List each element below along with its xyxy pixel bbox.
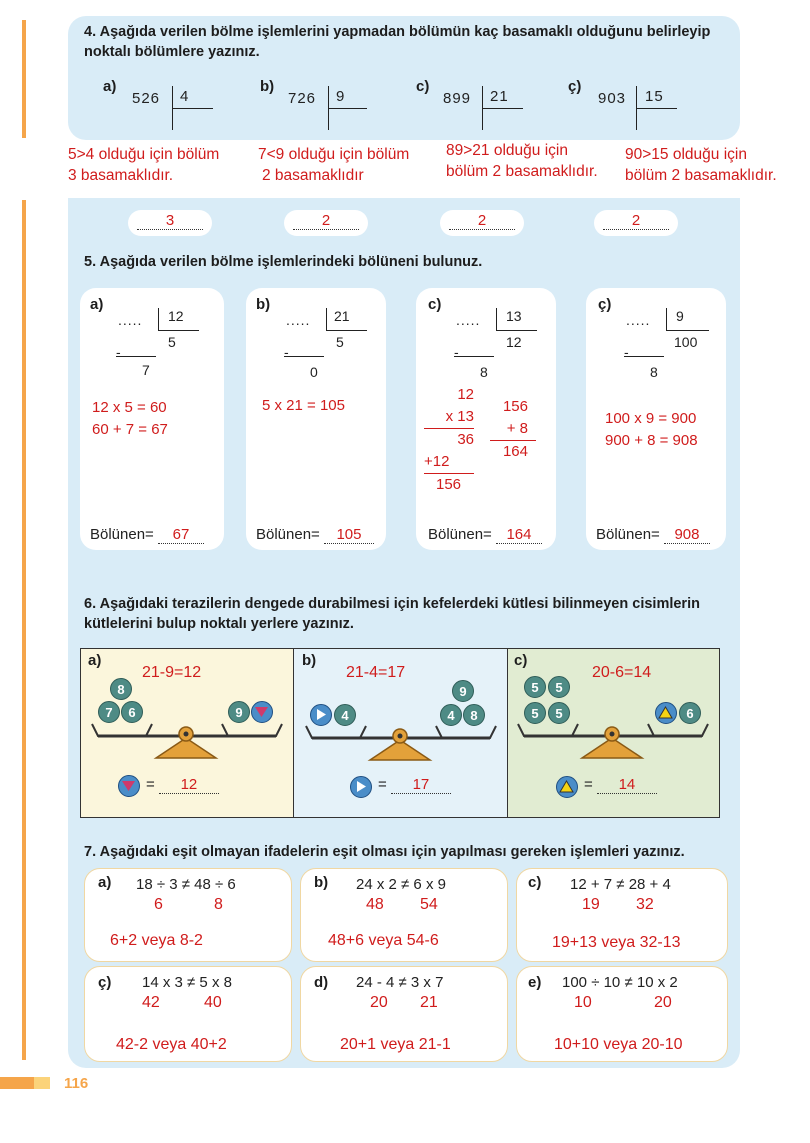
- q7-expr-a: 18 ÷ 3 ≠ 48 ÷ 6: [136, 876, 236, 893]
- q5-work-a: [92, 397, 168, 441]
- q4-note-a-line1: 5>4 olduğu için bölüm: [68, 146, 220, 163]
- q6-a-ball-9: 9: [228, 701, 250, 723]
- q5-work-b-line1: 5 x 21 = 105: [262, 397, 345, 414]
- q6-c-ball-6: 6: [679, 702, 701, 724]
- q6-label-c: c): [514, 652, 528, 669]
- q7-expr-d: 24 - 4 ≠ 3 x 7: [356, 974, 444, 991]
- q4-divisor-cc: 15: [645, 88, 664, 105]
- q6-c-ball-5b: 5: [548, 676, 570, 698]
- q4-answer-pill-cc[interactable]: [594, 210, 678, 236]
- q5-work-c-mult-1: 12: [457, 386, 474, 403]
- q7-left-c: 19: [582, 896, 600, 913]
- q5-work-b: [262, 395, 345, 417]
- q7-expr-c: 12 + 7 ≠ 28 + 4: [570, 876, 671, 893]
- q7-answer-c: 19+13 veya 32-13: [552, 934, 681, 951]
- q7-expr-e: 100 ÷ 10 ≠ 10 x 2: [562, 974, 678, 991]
- q5-divisor-a: 12: [168, 308, 184, 324]
- q7-label-a: a): [98, 874, 112, 891]
- q4-note-b-line1: 7<9 olduğu için bölüm: [258, 146, 410, 163]
- q5-quotient-b: 5: [336, 334, 344, 350]
- q5-remainder-c: 8: [480, 364, 488, 380]
- q6-work-b: 21-4=17: [346, 664, 406, 681]
- q7-left-e: 10: [574, 994, 592, 1011]
- q7-label-d: d): [314, 974, 329, 991]
- q5-minus-a: -: [116, 344, 121, 360]
- up-triangle-icon: [557, 777, 576, 796]
- q6-b-answer-row: [378, 776, 451, 794]
- q6-question: [84, 594, 734, 634]
- q4-dividend-cc: 903: [598, 90, 627, 107]
- q6-work-c: 20-6=14: [592, 664, 652, 681]
- right-triangle-icon: [351, 777, 370, 796]
- q4-answer-b: 2: [293, 212, 359, 230]
- q4-note-c-line2: bölüm 2 basamaklıdır.: [446, 163, 598, 180]
- q5-result-label-c: Bölünen=: [428, 526, 492, 543]
- q4-note-c: [446, 140, 598, 182]
- q7-left-a: 6: [154, 896, 163, 913]
- q4-divisor-a: 4: [180, 88, 190, 105]
- q4-note-c-line1: 89>21 olduğu için: [446, 142, 568, 159]
- q6-b-answer-shape: [350, 776, 372, 798]
- q4-divisor-b: 9: [336, 88, 346, 105]
- q6-a-ball-7: 7: [98, 701, 120, 723]
- q4-answer-pill-b[interactable]: [284, 210, 368, 236]
- q5-blank-cc: .....: [626, 312, 651, 328]
- q5-answer-b: 105: [324, 526, 374, 544]
- q6-a-answer-row: [146, 776, 219, 794]
- q5-subtract-line-b: [284, 356, 324, 357]
- q5-work-c-add-2: + 8: [490, 418, 536, 441]
- q4-note-cc-line1: 90>15 olduğu için: [625, 146, 747, 163]
- q6-text: Aşağıdaki terazilerin dengede durabilmesi için kefelerdeki kütlesi bilinmeyen cisimlerin kütlelerini bulup noktalı yerlere yazınız.: [84, 596, 700, 632]
- q5-blank-c: .....: [456, 312, 481, 328]
- q5-text: Aşağıda verilen bölme işlemlerindeki bölüneni bulunuz.: [99, 254, 483, 270]
- q7-expr-b: 24 x 2 ≠ 6 x 9: [356, 876, 446, 893]
- q5-quotient-cc: 100: [674, 334, 698, 350]
- q4-division-bar-b: [328, 86, 367, 109]
- q7-left-b: 48: [366, 896, 384, 913]
- q5-divisor-b: 21: [334, 308, 350, 324]
- q4-answer-a: 3: [137, 212, 203, 230]
- q5-answer-c: 164: [496, 526, 542, 544]
- q4-dividend-b: 726: [288, 90, 317, 107]
- q7-label-c: c): [528, 874, 542, 891]
- q7-label-cc: ç): [98, 974, 112, 991]
- q6-answer-c: 14: [597, 776, 657, 794]
- q5-blank-a: .....: [118, 312, 143, 328]
- margin-mark: [22, 20, 26, 138]
- q6-label-a: a): [88, 652, 102, 669]
- q6-b-ball-4b: 4: [440, 704, 462, 726]
- page-number: 116: [64, 1075, 89, 1092]
- q7-right-d: 21: [420, 994, 438, 1011]
- q4-question: [84, 22, 734, 62]
- q4-label-b: b): [260, 78, 275, 95]
- q6-b-balance-scale: [302, 720, 502, 780]
- q4-note-cc-line2: bölüm 2 basamaklıdır.: [625, 167, 777, 184]
- q4-division-tail-c: [482, 108, 483, 130]
- q4-label-c: c): [416, 78, 430, 95]
- q5-answer-a: 67: [158, 526, 204, 544]
- q5-result-label-a: Bölünen=: [90, 526, 154, 543]
- down-triangle-icon: [119, 776, 138, 795]
- q5-work-c-mult-4: +12: [424, 451, 474, 474]
- q5-work-c-mult-3: 36: [457, 431, 474, 448]
- q7-label-b: b): [314, 874, 329, 891]
- q6-label-b: b): [302, 652, 317, 669]
- q5-work-cc-line1: 100 x 9 = 900: [605, 410, 697, 427]
- q5-label-cc: ç): [598, 296, 612, 313]
- q5-label-b: b): [256, 296, 271, 313]
- q7-right-a: 8: [214, 896, 223, 913]
- q5-result-b: [256, 526, 374, 544]
- q5-remainder-cc: 8: [650, 364, 658, 380]
- q5-work-c-mult-5: 156: [436, 476, 462, 493]
- q5-number: 5.: [84, 254, 97, 270]
- q7-expr-cc: 14 x 3 ≠ 5 x 8: [142, 974, 232, 991]
- q6-c-answer-shape: [556, 776, 578, 798]
- q5-blank-b: .....: [286, 312, 311, 328]
- q6-c-eq: =: [584, 776, 593, 793]
- q5-work-cc: [605, 408, 698, 452]
- q5-answer-cc: 908: [664, 526, 710, 544]
- q5-work-c-add-1: 156: [502, 398, 528, 415]
- q7-right-c: 32: [636, 896, 654, 913]
- q7-left-d: 20: [370, 994, 388, 1011]
- q5-remainder-a: 7: [142, 362, 150, 378]
- q7-answer-a: 6+2 veya 8-2: [110, 932, 203, 949]
- q5-work-c-add: [490, 396, 536, 463]
- q5-quotient-c: 12: [506, 334, 522, 350]
- footer-bar: [0, 1077, 34, 1089]
- q5-label-c: c): [428, 296, 442, 313]
- q5-work-c-mult: [424, 384, 474, 496]
- q4-answer-c: 2: [449, 212, 515, 230]
- q5-subtract-line-cc: [624, 356, 664, 357]
- margin-mark: [22, 200, 26, 1060]
- footer-bar-light: [34, 1077, 50, 1089]
- q4-note-a-line2: 3 basamaklıdır.: [68, 167, 174, 184]
- q5-result-c: [428, 526, 542, 544]
- q5-subtract-line-c: [454, 356, 494, 357]
- q6-a-answer-shape: [118, 775, 140, 797]
- q5-work-a-line1: 12 x 5 = 60: [92, 399, 167, 416]
- q4-division-tail-cc: [636, 108, 637, 130]
- q7-question: [84, 842, 685, 862]
- q7-answer-b: 48+6 veya 54-6: [328, 932, 439, 949]
- q7-text: Aşağıdaki eşit olmayan ifadelerin eşit olması için yapılması gereken işlemleri yazınız.: [99, 844, 685, 860]
- q6-c-ball-5d: 5: [548, 702, 570, 724]
- q6-answer-a: 12: [159, 776, 219, 794]
- q5-division-bar-cc: [666, 308, 709, 331]
- q5-divisor-c: 13: [506, 308, 522, 324]
- q4-answer-pill-a[interactable]: [128, 210, 212, 236]
- q5-minus-c: -: [454, 344, 459, 360]
- q4-label-a: a): [103, 78, 117, 95]
- q7-right-e: 20: [654, 994, 672, 1011]
- q5-work-cc-line2: 900 + 8 = 908: [605, 432, 698, 449]
- q4-note-b-line2: 2 basamaklıdır: [262, 167, 364, 184]
- q6-number: 6.: [84, 596, 97, 612]
- q4-divisor-c: 21: [490, 88, 509, 105]
- q5-work-c-add-3: 164: [502, 443, 528, 460]
- q4-division-tail-b: [328, 108, 329, 130]
- q7-number: 7.: [84, 844, 97, 860]
- q5-result-cc: [596, 526, 710, 544]
- q5-remainder-b: 0: [310, 364, 318, 380]
- q5-label-a: a): [90, 296, 104, 313]
- q5-work-a-line2: 60 + 7 = 67: [92, 421, 168, 438]
- q6-a-eq: =: [146, 776, 155, 793]
- q5-result-label-cc: Bölünen=: [596, 526, 660, 543]
- q4-answer-cc: 2: [603, 212, 669, 230]
- q6-c-balance-scale: [514, 718, 714, 778]
- q7-label-e: e): [528, 974, 542, 991]
- q4-dividend-c: 899: [443, 90, 472, 107]
- q6-c-answer-row: [584, 776, 657, 794]
- q4-label-cc: ç): [568, 78, 582, 95]
- q6-c-ball-5a: 5: [524, 676, 546, 698]
- q4-answer-pill-c[interactable]: [440, 210, 524, 236]
- q4-dividend-a: 526: [132, 90, 161, 107]
- q6-answer-b: 17: [391, 776, 451, 794]
- q6-b-ball-4: 4: [334, 704, 356, 726]
- q6-a-ball-8: 8: [110, 678, 132, 700]
- q7-answer-cc: 42-2 veya 40+2: [116, 1036, 227, 1053]
- q4-division-bar-a: [172, 86, 213, 109]
- q4-note-b: [258, 144, 409, 186]
- q5-divisor-cc: 9: [676, 308, 684, 324]
- q4-note-cc: [625, 144, 777, 186]
- q5-question: [84, 252, 482, 272]
- q4-division-tail-a: [172, 108, 173, 130]
- q6-b-ball-8: 8: [463, 704, 485, 726]
- q6-work-a: 21-9=12: [142, 664, 202, 681]
- q6-a-ball-6: 6: [121, 701, 143, 723]
- q7-answer-d: 20+1 veya 21-1: [340, 1036, 451, 1053]
- q4-number: 4.: [84, 24, 97, 40]
- q4-text: Aşağıda verilen bölme işlemlerini yapmadan bölümün kaç basamaklı olduğunu belirleyip noktalı bölümlere yazınız.: [84, 24, 711, 60]
- q5-minus-b: -: [284, 344, 289, 360]
- q7-right-cc: 40: [204, 994, 222, 1011]
- q6-c-ball-5c: 5: [524, 702, 546, 724]
- q5-subtract-line-a: [116, 356, 156, 357]
- q6-b-eq: =: [378, 776, 387, 793]
- q6-b-ball-9: 9: [452, 680, 474, 702]
- q5-work-c-mult-2: x 13: [424, 406, 474, 429]
- q4-note-a: [68, 144, 219, 186]
- q5-quotient-a: 5: [168, 334, 176, 350]
- q5-result-label-b: Bölünen=: [256, 526, 320, 543]
- q7-answer-e: 10+10 veya 20-10: [554, 1036, 683, 1053]
- q7-right-b: 54: [420, 896, 438, 913]
- q5-result-a: [90, 526, 204, 544]
- q7-left-cc: 42: [142, 994, 160, 1011]
- q5-minus-cc: -: [624, 344, 629, 360]
- q6-a-balance-scale: [88, 718, 288, 778]
